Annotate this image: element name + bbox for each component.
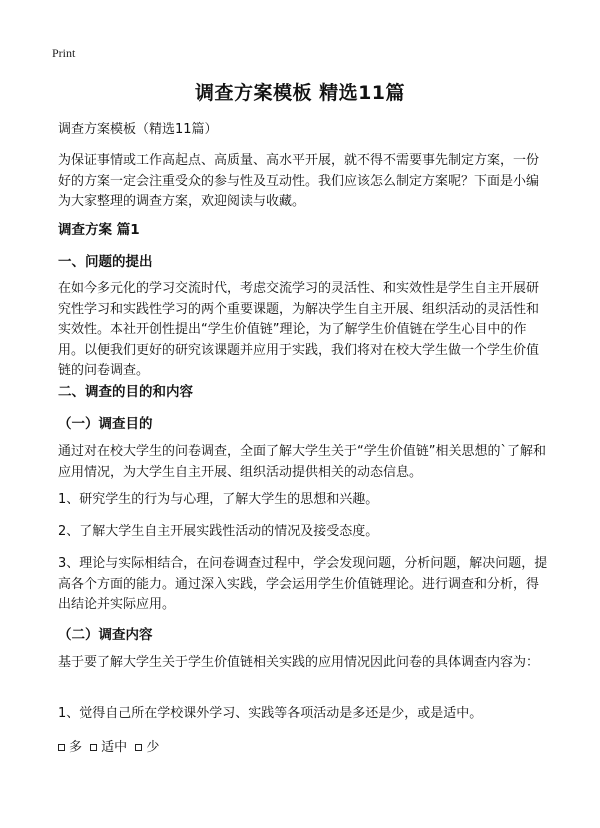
intro-paragraph: 为保证事情或工作高起点、高质量、高水平开展，就不得不需要事先制定方案，一份好的方案一定会注重受众的参与性及互动性。我们应该怎么制定方案呢？下面是小编为大家整理的调查方案，欢迎阅读与收藏。 [58,153,540,209]
list-item-1: 1、研究学生的行为与心理，了解大学生的思想和兴趣。 [58,492,379,507]
question-1: 1、觉得自己所在学校课外学习、实践等各项活动是多还是少，或是适中。 [58,706,483,721]
print-label[interactable]: Print [52,46,76,60]
heading-problem: 一、问题的提出 [58,254,153,270]
subtitle: 调查方案模板（精选11篇） [58,122,218,137]
option-label: 多 [69,740,83,755]
page-title: 调查方案模板 精选11篇 [194,82,406,104]
answer-options [58,736,163,755]
checkbox-icon[interactable] [58,744,65,751]
list-item-3: 3、理论与实际相结合，在问卷调查过程中，学会发现问题，分析问题，解决问题，提高各个方面的能力。通过深入实践，学会运用学生价值链理论。进行调查和分析，得出结论并实际应用。 [58,556,548,612]
checkbox-icon[interactable] [135,744,142,751]
content-paragraph: 基于要了解大学生关于学生价值链相关实践的应用情况因此问卷的具体调查内容为： [58,655,540,670]
purpose-paragraph: 通过对在校大学生的问卷调查，全面了解大学生关于“学生价值链”相关思想的`了解和应用情况，为大学生自主开展、组织活动提供相关的动态信息。 [58,444,546,480]
heading-content: （二）调查内容 [58,627,153,643]
heading-purpose-content: 二、调查的目的和内容 [58,384,193,400]
problem-paragraph: 在如今多元化的学习交流时代，考虑交流学习的灵活性、和实效性是学生自主开展研究性学习和实践性学习的两个重要课题，为解决学生自主开展、组织活动的灵活性和实效性。本社开创性提出“学生价值链”理论，为了解学生价值链在学生心目中的作用。以便我们更好的研究该课题并应用于实践，我们将对在校大学生做一个学生价值链的问卷调查。 [58,281,540,378]
section-title: 调查方案 篇1 [58,222,140,238]
list-item-2: 2、了解大学生自主开展实践性活动的情况及接受态度。 [58,524,379,539]
heading-purpose: （一）调查目的 [58,416,153,432]
checkbox-icon[interactable] [90,744,97,751]
option-label: 少 [146,740,160,755]
option-label: 适中 [101,740,128,755]
